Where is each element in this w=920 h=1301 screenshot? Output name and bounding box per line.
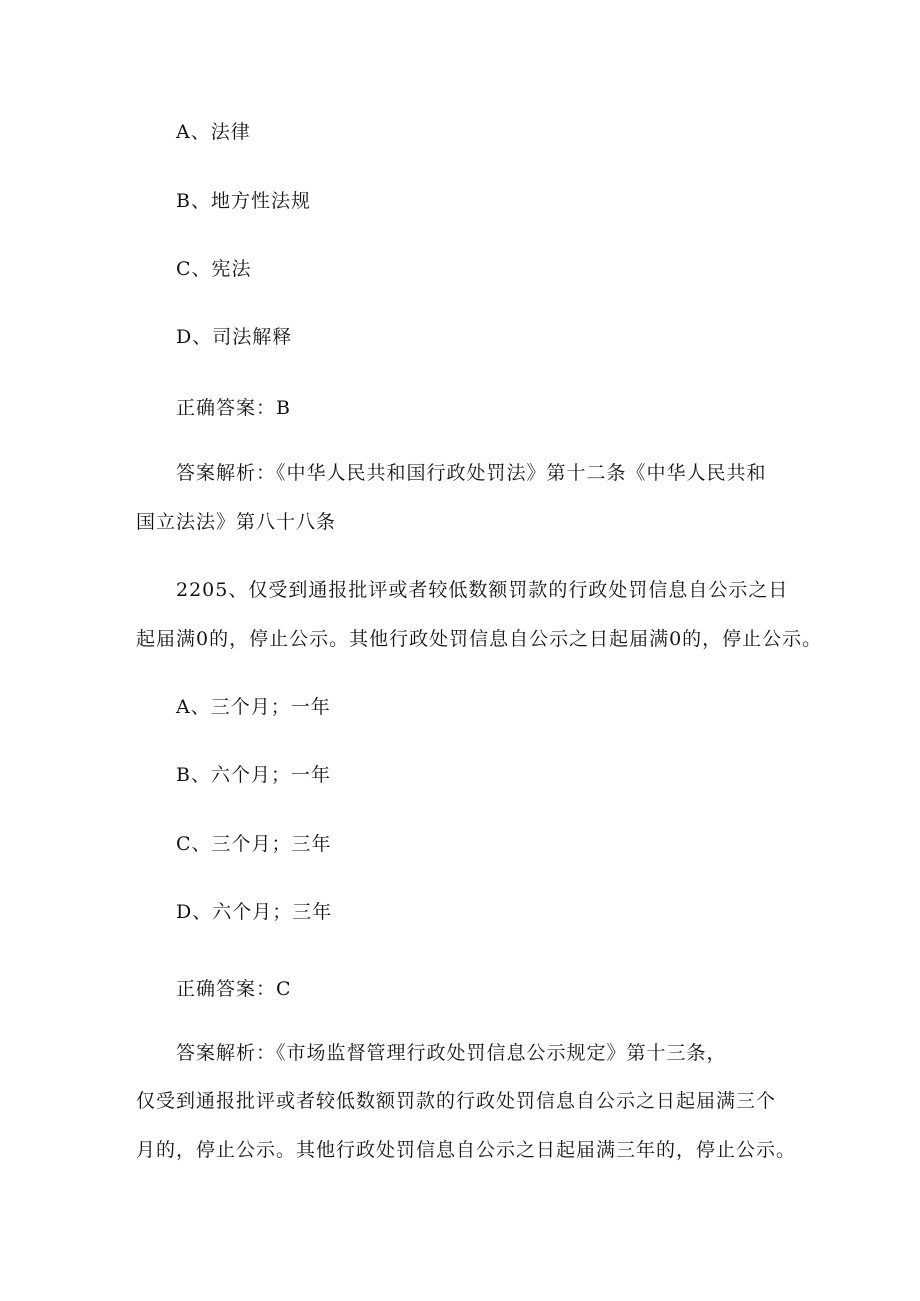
option-a: A、三个月；一年 bbox=[176, 696, 331, 718]
explanation-line-2: 仅受到通报批评或者较低数额罚款的行政处罚信息自公示之日起届满三个 bbox=[136, 1090, 777, 1112]
option-a: A、法律 bbox=[176, 121, 251, 143]
option-c: C、宪法 bbox=[176, 258, 252, 280]
explanation-line-1: 答案解析：《中华人民共和国行政处罚法》第十二条《中华人民共和 bbox=[176, 462, 767, 484]
option-b: B、地方性法规 bbox=[176, 190, 311, 212]
explanation-line-3: 月的，停止公示。其他行政处罚信息自公示之日起届满三年的，停止公示。 bbox=[136, 1139, 797, 1161]
explanation-line-2: 国立法法》第八十八条 bbox=[136, 511, 337, 533]
explanation-line-1: 答案解析：《市场监督管理行政处罚信息公示规定》第十三条， bbox=[176, 1042, 727, 1064]
question-stem-line-2: 起届满0的，停止公示。其他行政处罚信息自公示之日起届满0的，停止公示。 bbox=[136, 628, 823, 650]
option-d: D、司法解释 bbox=[176, 326, 293, 348]
question-stem-line-1: 2205、仅受到通报批评或者较低数额罚款的行政处罚信息自公示之日 bbox=[176, 579, 789, 601]
correct-answer: 正确答案：C bbox=[176, 978, 292, 1000]
correct-answer: 正确答案：B bbox=[176, 397, 291, 419]
option-d: D、六个月；三年 bbox=[176, 901, 333, 923]
option-b: B、六个月；一年 bbox=[176, 764, 331, 786]
option-c: C、三个月；三年 bbox=[176, 833, 332, 855]
